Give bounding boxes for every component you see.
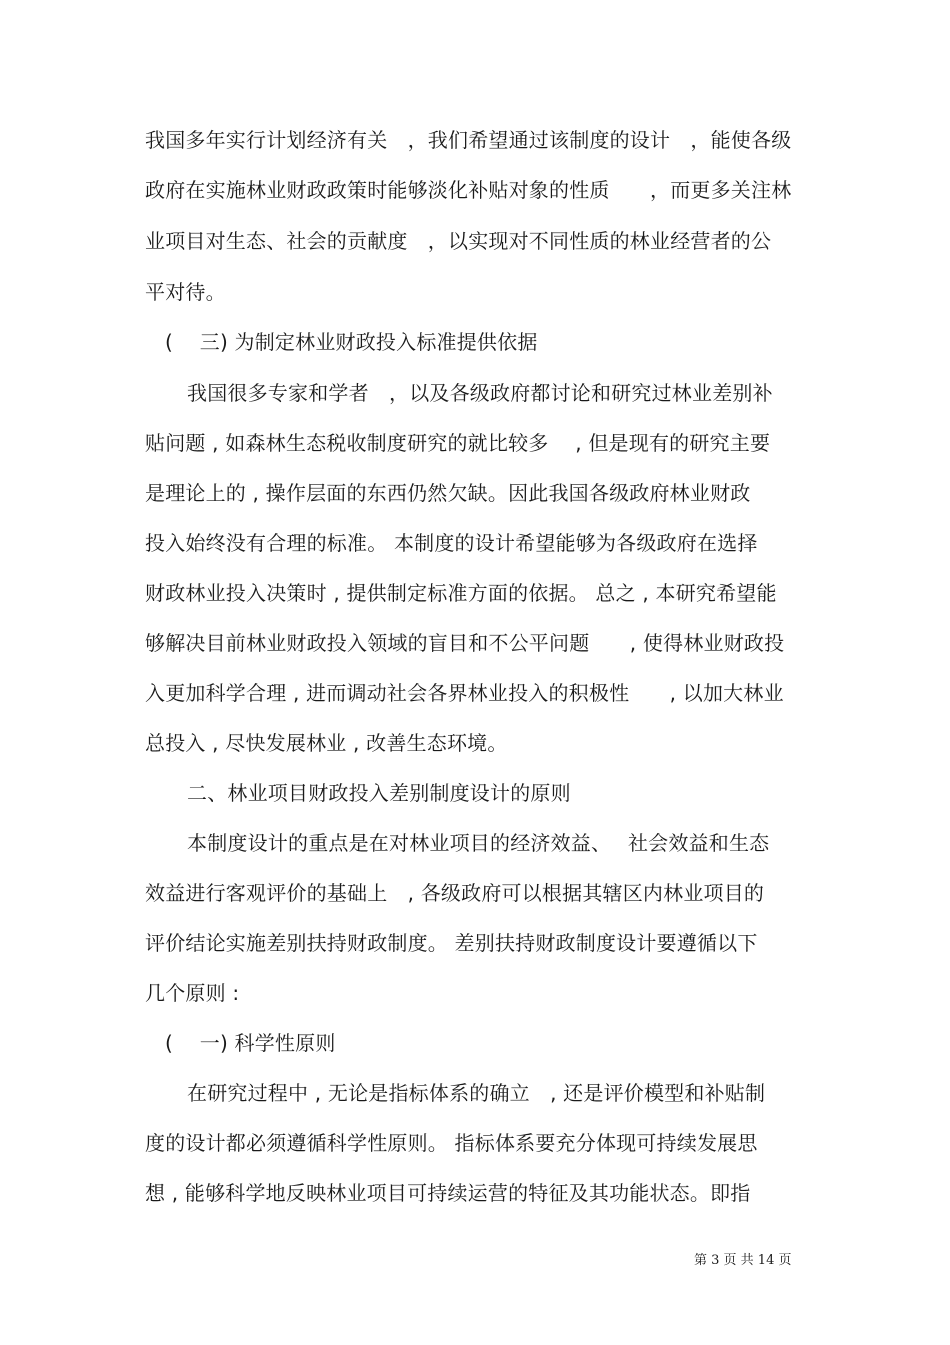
text-line: 平对待。 (145, 280, 226, 304)
text-line: 我国多年实行计划经济有关 ，我们希望通过该制度的设计 ，能使各级 (145, 128, 792, 152)
text-line: 效益进行客观评价的基础上 , 各级政府可以根据其辖区内林业项目的 (145, 881, 765, 905)
text-line: 够解决目前林业财政投入领域的盲目和不公平问题 , 使得林业财政投 (145, 631, 785, 655)
text-line: 本制度设计的重点是在对林业项目的经济效益、 社会效益和生态 (187, 831, 770, 855)
text-line: 财政林业投入决策时 , 提供制定标准方面的依据。 总之 , 本研究希望能 (145, 581, 777, 605)
page-number-footer: 第 3 页 共 14 页 (694, 1253, 792, 1268)
text-line: 入更加科学合理 , 进而调动社会各界林业投入的积极性 , 以加大林业 (145, 681, 784, 705)
section-heading: ( 一) 科学性原则 (165, 1031, 336, 1055)
text-line: 在研究过程中 , 无论是指标体系的确立 , 还是评价模型和补贴制 (187, 1081, 766, 1105)
text-line: 政府在实施林业财政政策时能够淡化补贴对象的性质 ，而更多关注林 (145, 178, 792, 202)
text-line: 度的设计都必须遵循科学性原则。 指标体系要充分体现可持续发展思 (145, 1131, 758, 1155)
text-line: 我国很多专家和学者 ，以及各级政府都讨论和研究过林业差别补 (187, 381, 773, 405)
section-heading: 二、林业项目财政投入差别制度设计的原则 (187, 781, 571, 805)
text-line: 总投入 , 尽快发展林业 , 改善生态环境。 (145, 731, 508, 755)
section-heading: ( 三) 为制定林业财政投入标准提供依据 (165, 330, 538, 354)
text-line: 投入始终没有合理的标准。 本制度的设计希望能够为各级政府在选择 (145, 531, 758, 555)
text-line: 想 , 能够科学地反映林业项目可持续运营的特征及其功能状态。即指 (145, 1181, 751, 1205)
text-line: 几个原则 : (145, 981, 240, 1005)
text-line: 评价结论实施差别扶持财政制度。 差别扶持财政制度设计要遵循以下 (145, 931, 758, 955)
text-line: 贴问题 , 如森林生态税收制度研究的就比较多 , 但是现有的研究主要 (145, 431, 771, 455)
text-line: 是理论上的 , 操作层面的东西仍然欠缺。因此我国各级政府林业财政 (145, 481, 751, 505)
text-line: 业项目对生态、社会的贡献度 ，以实现对不同性质的林业经营者的公 (145, 229, 772, 253)
